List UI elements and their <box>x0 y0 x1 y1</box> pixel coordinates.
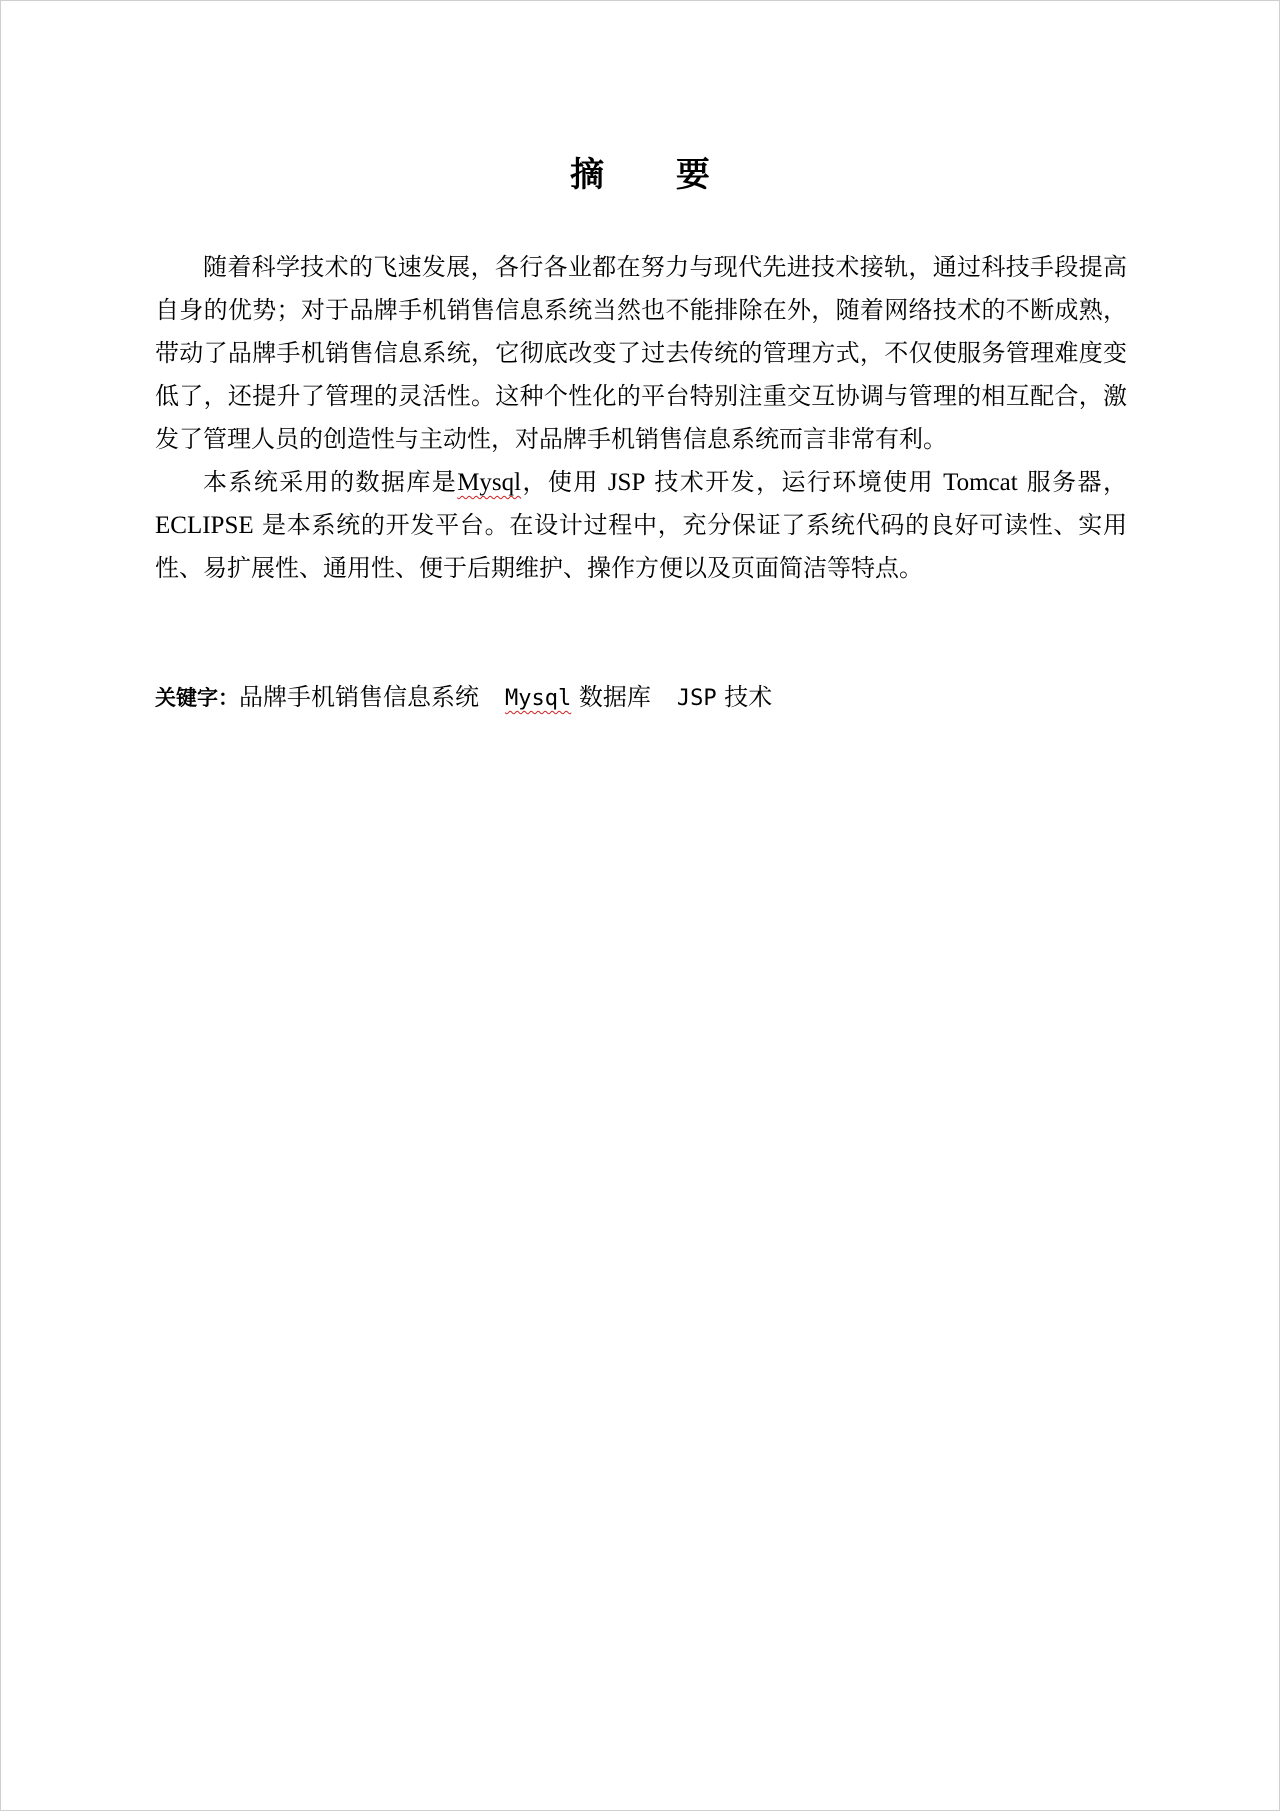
tomcat-term: Tomcat <box>943 469 1018 496</box>
abstract-paragraph-2 <box>155 461 1127 590</box>
jsp-term: JSP <box>607 469 646 496</box>
keyword-2-latin: Mysql <box>505 686 572 711</box>
keyword-3-cn: 技术 <box>724 683 773 711</box>
eclipse-term: ECLIPSE <box>155 512 254 539</box>
keywords-label: 关键字： <box>155 686 239 710</box>
paragraph-2-text-3: 技术开发，运行环境使用 <box>654 468 935 496</box>
abstract-paragraph-1: 随着科学技术的飞速发展，各行各业都在努力与现代先进技术接轨，通过科技手段提高自身的优势；对于品牌手机销售信息系统当然也不能排除在外，随着网络技术的不断成熟，带动了品牌手机销售信息系统，它彻底改变了过去传统的管理方式，不仅使服务管理难度变低了，还提升了管理的灵活性。这种个性化的平台特别注重交互协调与管理的相互配合，激发了管理人员的创造性与主动性，对品牌手机销售信息系统而言非常有利。 <box>155 253 1127 453</box>
keyword-1: 品牌手机销售信息系统 <box>239 683 479 711</box>
paragraph-2-text-4: 服务器， <box>1026 468 1127 496</box>
abstract-body <box>155 246 1127 590</box>
keywords-line <box>155 677 1127 719</box>
keyword-2-cn: 数据库 <box>578 683 651 711</box>
page-title: 摘 要 <box>570 155 740 195</box>
paragraph-2-text-2: ，使用 <box>521 468 599 496</box>
keyword-3-latin: JSP <box>676 686 717 711</box>
paragraph-2-text-1: 本系统采用的数据库是 <box>203 468 458 496</box>
mysql-term: Mysql <box>457 469 522 496</box>
paragraph-2-text-5: 是本系统的开发平台。在设计过程中，充分保证了系统代码的良好可读性、实用性、易扩展性、通用性、便于后期维护、操作方便以及页面简洁等特点。 <box>155 511 1127 582</box>
